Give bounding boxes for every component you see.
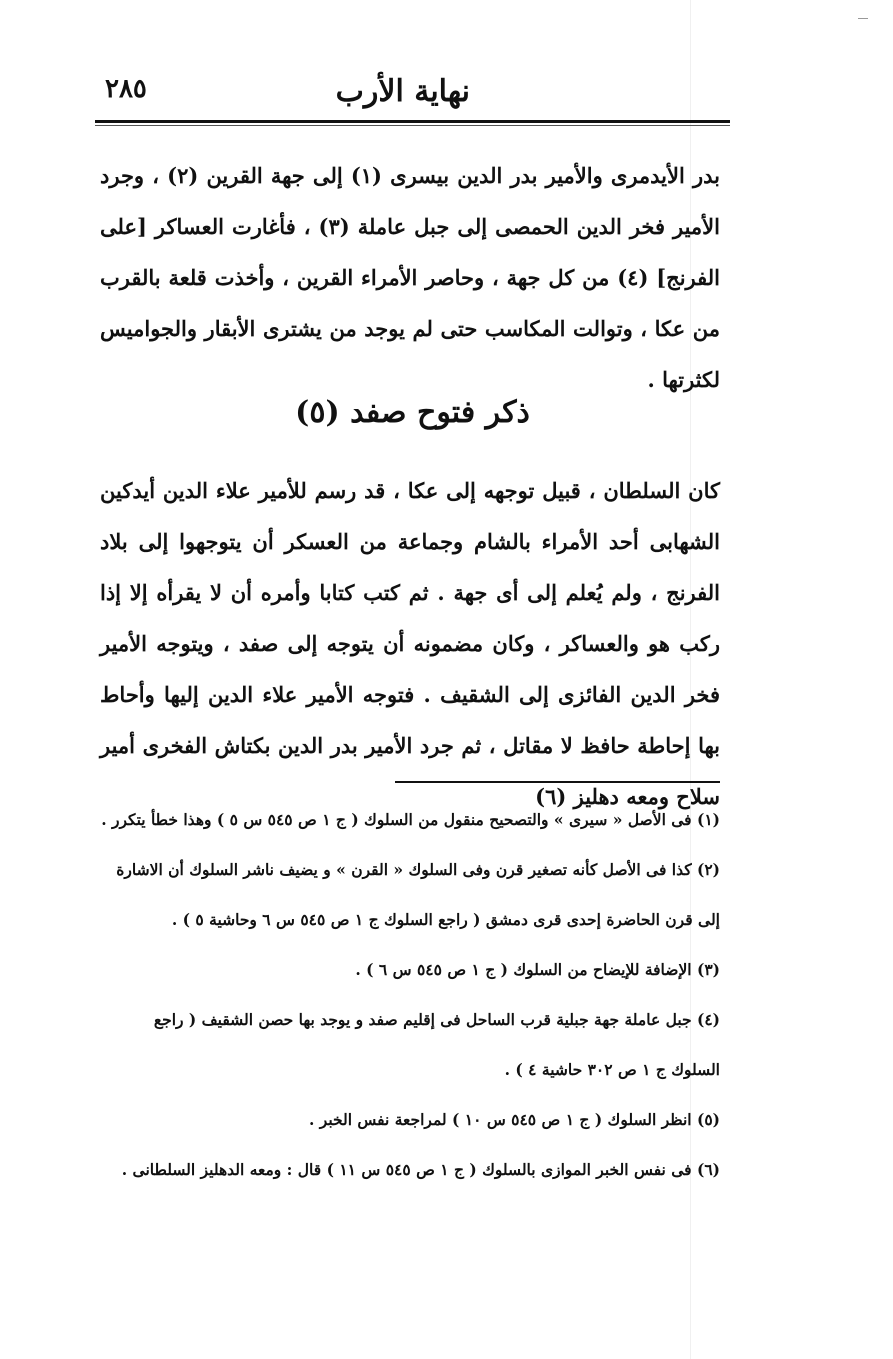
footnote-2: (٢) كذا فى الأصل كأنه تصغير قرن وفى السلوك « القرن » و يضيف ناشر السلوك أن الاشارة إلى قرن الحاضرة إحدى قرى دمشق ( راجع السلوك ج ١ ص ٥٤٥ س ٦ وحاشية ٥ ) . bbox=[116, 860, 720, 929]
page-header bbox=[95, 68, 730, 118]
footnote-6: (٦) فى نفس الخبر الموازى بالسلوك ( ج ١ ص ٥٤٥ س ١١ ) قال : ومعه الدهليز السلطانى . bbox=[121, 1160, 720, 1179]
header-rule bbox=[95, 120, 730, 123]
page-number: ٢٨٥ bbox=[105, 74, 147, 104]
running-title: نهاية الأرب bbox=[335, 74, 470, 109]
header-rule-thin bbox=[95, 125, 730, 126]
section-heading: ذكر فتوح صفد (٥) bbox=[295, 395, 530, 430]
footnotes bbox=[100, 795, 720, 1195]
footnote-1: (١) فى الأصل « سيرى » والتصحيح منقول من السلوك ( ج ١ ص ٥٤٥ س ٥ ) وهذا خطأ يتكرر . bbox=[101, 810, 720, 829]
footnote-rule bbox=[395, 781, 720, 783]
footnote-5: (٥) انظر السلوك ( ج ١ ص ٥٤٥ س ١٠ ) لمراجعة نفس الخبر . bbox=[308, 1110, 720, 1129]
body-paragraph-2: كان السلطان ، قبيل توجهه إلى عكا ، قد رسم للأمير علاء الدين أيدكين الشهابى أحد الأمراء بالشام وجماعة من العسكر أن يتوجهوا إلى بلاد الفرنج ، ولم يُعلم إلى أى جهة . ثم كتب كتابا وأمره أن لا يقرأه إلا إذا ركب هو والعساكر ، وكان مضمونه أن يتوجه إلى صفد ، ويتوجه الأمير فخر الدين الفائزى إلى الشقيف . فتوجه الأمير علاء الدين إليها وأحاط بها إحاطة حافظ لا مقاتل ، ثم جرد الأمير بدر الدين بكتاش الفخرى أمير سلاح ومعه دهليز (٦) bbox=[100, 478, 720, 809]
footnote-3: (٣) الإضافة للإيضاح من السلوك ( ج ١ ص ٥٤٥ س ٦ ) . bbox=[355, 960, 720, 979]
body-paragraph-1: بدر الأيدمرى والأمير بدر الدين بيسرى (١) إلى جهة القرين (٢) ، وجرد الأمير فخر الدين الحمصى إلى جبل عاملة (٣) ، فأغارت العساكر [على الفرنج] (٤) من كل جهة ، وحاصر الأمراء القرين ، وأخذت قلعة بالقرب من عكا ، وتوالت المكاسب حتى لم يوجد من يشترى الأبقار والجواميس لكثرتها . bbox=[100, 163, 720, 392]
footnote-4: (٤) جبل عاملة جهة جبلية قرب الساحل فى إقليم صفد و يوجد بها حصن الشقيف ( راجع السلوك ج ١ ص ٣٠٢ حاشية ٤ ) . bbox=[153, 1010, 720, 1079]
scan-corner-mark bbox=[858, 18, 868, 19]
